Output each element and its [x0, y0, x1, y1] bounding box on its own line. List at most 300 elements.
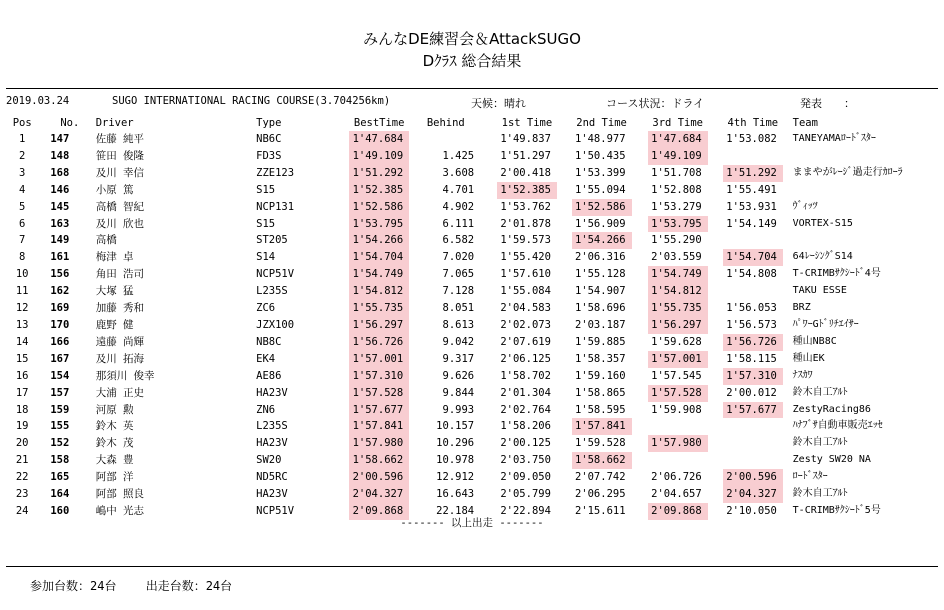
best-time-cell [341, 182, 418, 199]
pos-cell: 15 [15, 352, 29, 365]
lap3-cell [639, 182, 716, 199]
car-type-cell: ZN6 [256, 403, 276, 416]
lap4-cell [716, 182, 790, 199]
team-cell: 鈴木自工ｱﾙﾄ [792, 437, 848, 449]
table-row [6, 283, 938, 300]
best-time-cell-value: 1'57.980 [349, 435, 409, 452]
best-time-cell-value: 1'49.109 [349, 148, 409, 165]
best-time-cell-value: 1'52.385 [349, 182, 409, 199]
pos-cell: 24 [15, 504, 29, 517]
pos-cell: 19 [15, 420, 29, 433]
pos-cell: 17 [15, 386, 29, 399]
behind-cell: 9.993 [442, 403, 475, 416]
team-cell: ままやがﾚｰｼﾞ過走行ｶﾛｰﾗ [792, 166, 903, 178]
lap1-cell [490, 249, 564, 266]
top-rule [6, 88, 938, 89]
lap3-cell [639, 317, 716, 334]
behind-cell: 10.978 [436, 454, 475, 467]
driver-cell: 加藤 秀和 [95, 302, 145, 315]
table-row [6, 148, 938, 165]
counts [30, 577, 254, 594]
event-date: 2019.03.24 [6, 95, 70, 107]
lap1-cell [490, 486, 564, 503]
car-type-cell: SW20 [256, 454, 282, 467]
lap2-cell [564, 266, 640, 283]
lap4-cell-value: 1'57.677 [723, 402, 783, 419]
lap4-cell-value: 1'53.931 [726, 200, 777, 213]
behind-cell: 7.128 [442, 285, 475, 298]
best-time-cell-value: 1'56.726 [349, 334, 409, 351]
lap2-cell-value: 1'54.907 [574, 285, 626, 298]
car-number-cell: 154 [50, 369, 70, 382]
best-time-cell-value: 1'57.841 [349, 418, 409, 435]
best-time-cell-value: 1'54.704 [349, 249, 409, 266]
lap3-cell-value: 1'53.279 [651, 200, 702, 213]
pos-cell: 21 [15, 454, 29, 467]
car-type-cell: L235S [256, 285, 288, 298]
lap1-cell-value: 1'59.573 [500, 234, 551, 247]
lap1-cell [490, 232, 564, 249]
lap4-cell [716, 368, 790, 385]
lap4-cell [716, 199, 790, 216]
lap2-cell [564, 232, 640, 249]
car-number-cell: 145 [50, 200, 70, 213]
lap2-cell [564, 165, 640, 182]
best-time-cell [341, 418, 418, 435]
lap2-cell-value: 1'54.266 [572, 232, 632, 249]
lap4-cell-value: 2'00.596 [723, 469, 783, 486]
lap1-cell [490, 199, 564, 216]
best-time-cell [341, 283, 418, 300]
lap2-cell-value: 1'58.662 [572, 452, 632, 469]
lap3-cell-value: 1'52.808 [651, 183, 702, 196]
lap2-cell [564, 300, 640, 317]
car-type-cell: ZZE123 [256, 166, 295, 179]
best-time-cell-value: 1'54.266 [349, 232, 409, 249]
lap2-cell-value: 1'55.094 [574, 183, 626, 196]
table-row [6, 165, 938, 182]
pos-cell: 5 [19, 200, 26, 213]
team-cell: T-CRIMBｻｸｼｰﾄﾞ4号 [792, 268, 881, 280]
lap4-cell-value: 1'51.292 [723, 165, 783, 182]
lap2-cell-value: 1'58.865 [574, 386, 626, 399]
best-time-cell-value: 2'04.327 [349, 486, 409, 503]
pos-cell: 13 [15, 318, 29, 331]
results-table [6, 115, 938, 520]
col-no: No. [60, 117, 80, 129]
lap1-cell-value: 1'55.084 [500, 285, 551, 298]
best-time-cell [341, 249, 418, 266]
driver-cell: 阿部 洋 [95, 471, 134, 484]
behind-cell: 12.912 [436, 471, 475, 484]
lap3-cell-value: 2'09.868 [648, 503, 708, 520]
col-best: BestTime [353, 117, 405, 129]
lap2-cell [564, 216, 640, 233]
lap1-cell [490, 334, 564, 351]
table-row [6, 402, 938, 419]
driver-cell: 鹿野 健 [95, 318, 134, 331]
behind-cell: 6.111 [442, 217, 475, 230]
table-row [6, 486, 938, 503]
table-row [6, 317, 938, 334]
table-row [6, 385, 938, 402]
driver-cell: 佐藤 純平 [95, 133, 145, 145]
lap1-cell-value: 2'01.304 [500, 386, 551, 399]
lap4-cell [716, 148, 790, 165]
behind-cell: 1.425 [442, 149, 475, 162]
lap1-cell-value: 1'57.610 [500, 268, 551, 281]
best-time-cell [341, 232, 418, 249]
pos-cell: 4 [19, 183, 26, 196]
driver-cell: 遠藤 尚輝 [95, 335, 145, 348]
best-time-cell [341, 199, 418, 216]
pos-cell: 7 [19, 234, 26, 247]
best-time-cell [341, 334, 418, 351]
lap1-cell [490, 435, 564, 452]
behind-cell: 7.020 [442, 251, 475, 264]
lap3-cell-value: 1'57.528 [648, 385, 708, 402]
behind-cell: 6.582 [442, 234, 475, 247]
team-cell: ZestyRacing86 [792, 403, 871, 415]
lap2-cell-value: 1'56.909 [574, 217, 626, 230]
behind-cell: 3.608 [442, 166, 475, 179]
car-type-cell: NB8C [256, 335, 282, 348]
driver-cell: 及川 幸信 [95, 166, 145, 179]
lap3-cell-value: 1'51.708 [651, 166, 702, 179]
lap4-cell-value: 1'56.053 [726, 302, 777, 315]
lap3-cell-value: 2'04.657 [651, 488, 702, 501]
pos-cell: 3 [19, 166, 26, 179]
lap1-cell [490, 402, 564, 419]
behind-cell [418, 131, 491, 148]
behind-cell: 10.157 [436, 420, 475, 433]
car-type-cell: HA23V [256, 437, 288, 450]
behind-cell: 4.701 [442, 183, 475, 196]
lap1-cell-value: 2'02.073 [500, 318, 551, 331]
driver-cell: 鈴木 茂 [95, 437, 134, 450]
lap3-cell-value: 1'54.749 [648, 266, 708, 283]
driver-cell: 阿部 照良 [95, 488, 145, 501]
lap3-cell-value: 1'59.628 [651, 335, 702, 348]
best-time-cell-value: 1'58.662 [349, 452, 409, 469]
team-cell: TAKU ESSE [792, 285, 847, 297]
driver-cell: 角田 浩司 [95, 268, 145, 281]
behind-cell: 9.844 [442, 386, 475, 399]
table-row [6, 249, 938, 266]
car-number-cell: 152 [50, 437, 70, 450]
lap4-cell [716, 131, 790, 148]
lap1-cell-value: 1'49.837 [500, 133, 551, 145]
behind-cell: 9.042 [442, 335, 475, 348]
lap2-cell-value: 1'50.435 [574, 149, 626, 162]
lap1-cell [490, 385, 564, 402]
lap3-cell [639, 216, 716, 233]
lap4-cell-value: 2'00.012 [726, 386, 777, 399]
col-lap2: 2nd Time [576, 117, 627, 129]
team-cell: ﾊﾅﾌﾞｻ自動車販売ｴｯｾ [792, 420, 883, 432]
lap4-cell-value: 1'54.808 [726, 268, 777, 281]
lap3-cell-value: 1'59.908 [651, 403, 702, 416]
car-number-cell: 165 [50, 471, 70, 484]
behind-cell: 9.317 [442, 352, 475, 365]
lap3-cell [639, 249, 716, 266]
lap4-cell [716, 232, 790, 249]
driver-cell: 及川 欣也 [95, 217, 145, 230]
lap1-cell [490, 165, 564, 182]
lap4-cell [716, 469, 790, 486]
car-type-cell: L235S [256, 420, 288, 433]
best-time-cell-value: 1'54.812 [349, 283, 409, 300]
lap4-cell [716, 486, 790, 503]
col-lap4: 4th Time [727, 117, 779, 129]
table-row [6, 232, 938, 249]
behind-cell: 22.184 [436, 504, 475, 517]
best-time-cell-value: 1'55.735 [349, 300, 409, 317]
lap3-cell [639, 385, 716, 402]
lap2-cell [564, 435, 640, 452]
pos-cell: 1 [19, 133, 26, 145]
lap1-cell [490, 351, 564, 368]
team-cell: VORTEX-S15 [792, 217, 853, 229]
lap3-cell [639, 148, 716, 165]
lap1-cell [490, 300, 564, 317]
lap1-cell-value: 2'05.799 [500, 488, 551, 501]
lap2-cell-value: 1'59.528 [574, 437, 626, 450]
car-number-cell: 146 [50, 183, 70, 196]
lap2-cell [564, 452, 640, 469]
behind-cell: 8.051 [442, 302, 475, 315]
best-time-cell [341, 131, 418, 148]
lap3-cell-value: 1'53.795 [648, 216, 708, 233]
best-time-cell [341, 486, 418, 503]
car-type-cell: NCP51V [256, 504, 295, 517]
lap4-cell-value: 1'54.704 [723, 249, 783, 266]
lap2-cell-value: 1'48.977 [574, 133, 626, 145]
lap3-cell-value: 2'06.726 [651, 471, 702, 484]
entry-count: 参加台数：24台 [30, 579, 117, 593]
car-type-cell: FD3S [256, 149, 282, 162]
lap3-cell-value: 1'57.980 [648, 435, 708, 452]
driver-cell: 大森 豊 [95, 454, 134, 467]
lap2-cell [564, 402, 640, 419]
weather: 天候：晴れ [471, 97, 526, 110]
lap4-cell-value: 1'55.491 [726, 183, 777, 196]
col-type: Type [256, 117, 282, 129]
lap1-cell-value: 1'51.297 [500, 149, 551, 162]
lap2-cell-value: 2'06.316 [574, 251, 626, 264]
pos-cell: 22 [15, 471, 29, 484]
best-time-cell-value: 2'00.596 [349, 469, 409, 486]
lap3-cell [639, 418, 716, 435]
driver-cell: 小原 篤 [95, 183, 134, 196]
lap2-cell [564, 486, 640, 503]
best-time-cell-value: 2'09.868 [349, 503, 409, 520]
lap1-cell-value: 2'22.894 [500, 504, 551, 517]
lap2-cell-value: 1'55.128 [574, 268, 626, 281]
lap2-cell [564, 385, 640, 402]
lap1-cell-value: 2'06.125 [500, 352, 551, 365]
lap3-cell [639, 334, 716, 351]
table-row [6, 435, 938, 452]
lap3-cell [639, 266, 716, 283]
lap1-cell-value: 2'04.583 [500, 302, 551, 315]
car-type-cell: EK4 [256, 352, 276, 365]
best-time-cell-value: 1'54.749 [349, 266, 409, 283]
lap3-cell [639, 232, 716, 249]
best-time-cell [341, 216, 418, 233]
lap3-cell [639, 131, 716, 148]
team-cell: 64ﾚｰｼﾝｸﾞS14 [792, 251, 853, 263]
lap1-cell-value: 2'02.764 [500, 403, 551, 416]
pos-cell: 12 [15, 302, 29, 315]
driver-cell: 笹田 俊隆 [95, 149, 145, 162]
lap1-cell-value: 2'09.050 [500, 471, 551, 484]
lap2-cell-value: 1'58.595 [574, 403, 626, 416]
table-row [6, 266, 938, 283]
lap1-cell [490, 317, 564, 334]
lap1-cell-value: 2'00.418 [500, 166, 551, 179]
team-cell: ﾅｽｶﾜ [792, 369, 813, 381]
car-type-cell: ST205 [256, 234, 288, 247]
best-time-cell-value: 1'47.684 [349, 131, 409, 148]
lap2-cell-value: 1'53.399 [574, 166, 626, 179]
team-cell [790, 148, 938, 165]
table-row [6, 351, 938, 368]
car-number-cell: 148 [50, 149, 70, 162]
lap4-cell-value: 1'53.082 [726, 133, 777, 145]
col-pos: Pos [12, 117, 32, 129]
lap3-cell-value: 1'47.684 [648, 131, 708, 148]
team-cell [790, 182, 938, 199]
lap2-cell [564, 368, 640, 385]
best-time-cell [341, 148, 418, 165]
car-number-cell: 156 [50, 268, 70, 281]
lap1-cell [490, 469, 564, 486]
table-row [6, 469, 938, 486]
pos-cell: 20 [15, 437, 29, 450]
lap1-cell [490, 182, 564, 199]
table-row [6, 418, 938, 435]
lap1-cell-value: 2'03.750 [500, 454, 551, 467]
driver-cell: 嶋中 光志 [95, 504, 145, 517]
header-row [6, 115, 938, 131]
car-type-cell: HA23V [256, 386, 288, 399]
lap3-cell-value: 1'55.290 [651, 234, 702, 247]
lap4-cell [716, 300, 790, 317]
best-time-cell-value: 1'57.310 [349, 368, 409, 385]
lap3-cell [639, 165, 716, 182]
car-number-cell: 166 [50, 335, 70, 348]
best-time-cell-value: 1'51.292 [349, 165, 409, 182]
col-driver: Driver [95, 117, 134, 129]
lap3-cell [639, 452, 716, 469]
lap1-cell [490, 216, 564, 233]
lap3-cell [639, 368, 716, 385]
car-type-cell: S15 [256, 183, 276, 196]
lap2-cell-value: 2'06.295 [574, 488, 626, 501]
lap3-cell [639, 402, 716, 419]
car-type-cell: JZX100 [256, 318, 295, 331]
lap4-cell [716, 385, 790, 402]
car-type-cell: S14 [256, 251, 276, 264]
team-cell: ﾛｰﾄﾞｽﾀｰ [792, 471, 828, 483]
lap2-cell-value: 1'58.357 [574, 352, 626, 365]
lap4-cell-value: 1'57.310 [723, 368, 783, 385]
behind-cell: 10.296 [436, 437, 475, 450]
pos-cell: 2 [19, 149, 26, 162]
lap3-cell [639, 486, 716, 503]
best-time-cell-value: 1'56.297 [349, 317, 409, 334]
driver-cell: 鈴木 英 [95, 420, 134, 433]
lap4-cell-value: 2'10.050 [726, 504, 777, 517]
lap2-cell-value: 1'58.696 [574, 302, 626, 315]
table-row [6, 216, 938, 233]
team-cell: 種山EK [792, 352, 825, 364]
lap1-cell [490, 266, 564, 283]
lap2-cell [564, 283, 640, 300]
col-lap3: 3rd Time [652, 117, 703, 129]
driver-cell: 梅津 卓 [95, 251, 134, 264]
car-number-cell: 161 [50, 251, 70, 264]
lap4-cell [716, 435, 790, 452]
car-number-cell: 155 [50, 420, 70, 433]
car-number-cell: 164 [50, 488, 70, 501]
lap4-cell [716, 165, 790, 182]
car-type-cell: ZC6 [256, 302, 276, 315]
best-time-cell [341, 317, 418, 334]
lap1-cell-value: 2'07.619 [500, 335, 551, 348]
car-type-cell: ND5RC [256, 471, 288, 484]
end-of-starters: ------- 以上出走 ------- [400, 517, 544, 529]
lap4-cell-value: 1'54.149 [726, 217, 777, 230]
pos-cell: 10 [15, 268, 29, 281]
lap1-cell-value: 1'52.385 [497, 182, 557, 199]
best-time-cell [341, 165, 418, 182]
best-time-cell [341, 385, 418, 402]
behind-cell: 4.902 [442, 200, 475, 213]
car-number-cell: 169 [50, 302, 70, 315]
bottom-rule [6, 566, 938, 567]
lap4-cell [716, 283, 790, 300]
lap2-cell [564, 131, 640, 148]
car-type-cell: NCP131 [256, 200, 295, 213]
best-time-cell-value: 1'57.677 [349, 402, 409, 419]
announce-time: 発表 ： [800, 97, 855, 110]
pos-cell: 18 [15, 403, 29, 416]
team-cell: TANEYAMAﾛｰﾄﾞｽﾀｰ [792, 133, 876, 144]
table-row [6, 199, 938, 216]
best-time-cell [341, 351, 418, 368]
lap2-cell-value: 1'52.586 [572, 199, 632, 216]
lap3-cell-value: 1'55.735 [648, 300, 708, 317]
lap4-cell-value: 2'04.327 [723, 486, 783, 503]
team-cell: ｳﾞｨｯﾂ [792, 200, 818, 212]
course-name: SUGO INTERNATIONAL RACING COURSE(3.704256km) [112, 95, 391, 107]
best-time-cell [341, 452, 418, 469]
lap2-cell [564, 148, 640, 165]
best-time-cell-value: 1'57.001 [349, 351, 409, 368]
lap4-cell [716, 452, 790, 469]
car-number-cell: 147 [50, 133, 70, 145]
lap2-cell-value: 2'03.187 [574, 318, 626, 331]
car-number-cell: 158 [50, 454, 70, 467]
lap2-cell [564, 351, 640, 368]
lap2-cell-value: 1'59.885 [574, 335, 626, 348]
col-behind: Behind [426, 117, 465, 129]
table-row [6, 182, 938, 199]
driver-cell: 大浦 正史 [95, 386, 145, 399]
lap4-cell-value: 1'56.726 [723, 334, 783, 351]
